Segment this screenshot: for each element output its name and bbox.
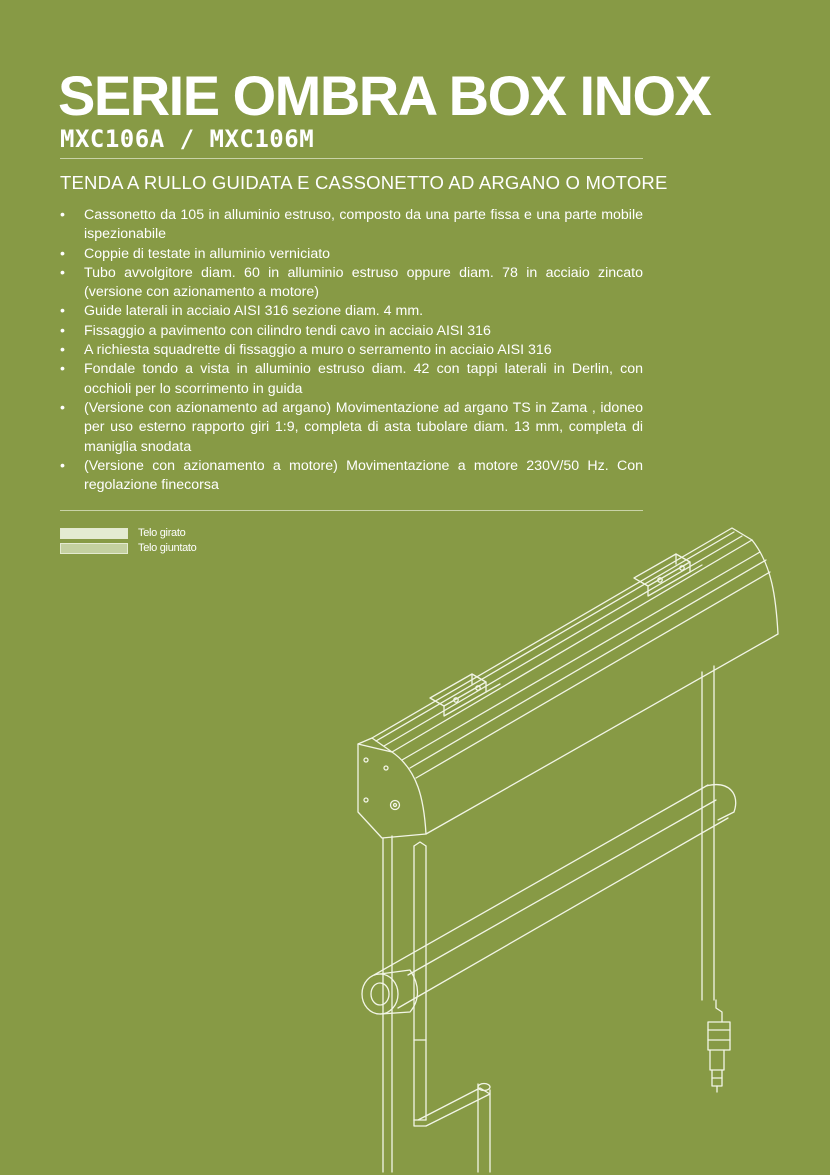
model-codes: MXC106A / MXC106M [60, 125, 315, 153]
feature-item: • Fissaggio a pavimento con cilindro tendi cavo in acciaio AISI 316 [60, 322, 643, 341]
feature-item: • Cassonetto da 105 in alluminio estruso, composto da una parte fissa e una parte mobile ispezionabile [60, 206, 643, 245]
fondale-bar [362, 785, 736, 1014]
feature-item: • Coppie di testate in alluminio verniciato [60, 245, 643, 264]
feature-item: • A richiesta squadrette di fissaggio a muro o serramento in acciaio AISI 316 [60, 341, 643, 360]
legend-label: Telo giuntato [138, 542, 197, 554]
feature-item: • Guide laterali in acciaio AISI 316 sezione diam. 4 mm. [60, 302, 643, 321]
tensioner-cylinder [708, 1000, 730, 1092]
cassonetto-box [358, 528, 778, 838]
legend-label: Telo girato [138, 527, 186, 539]
feature-item: • (Versione con azionamento ad argano) Movimentazione ad argano TS in Zama , idoneo per uso esterno rapporto giri 1:9, completa di asta tubolare diam. 13 mm, completa di maniglia snodata [60, 399, 643, 457]
product-tagline: TENDA A RULLO GUIDATA E CASSONETTO AD ARGANO O MOTORE [60, 172, 668, 193]
feature-item: • Tubo avvolgitore diam. 60 in alluminio estruso oppure diam. 78 in acciaio zincato (versione con azionamento a motore) [60, 264, 643, 303]
feature-item: • (Versione con azionamento a motore) Movimentazione a motore 230V/50 Hz. Con regolazione finecorsa [60, 457, 643, 496]
crank-rod [414, 842, 490, 1172]
feature-item: • Fondale tondo a vista in alluminio estruso diam. 42 con tappi laterali in Derlin, con occhioli per lo scorrimento in guida [60, 360, 643, 399]
page-title: SERIE OMBRA BOX INOX [58, 64, 711, 127]
